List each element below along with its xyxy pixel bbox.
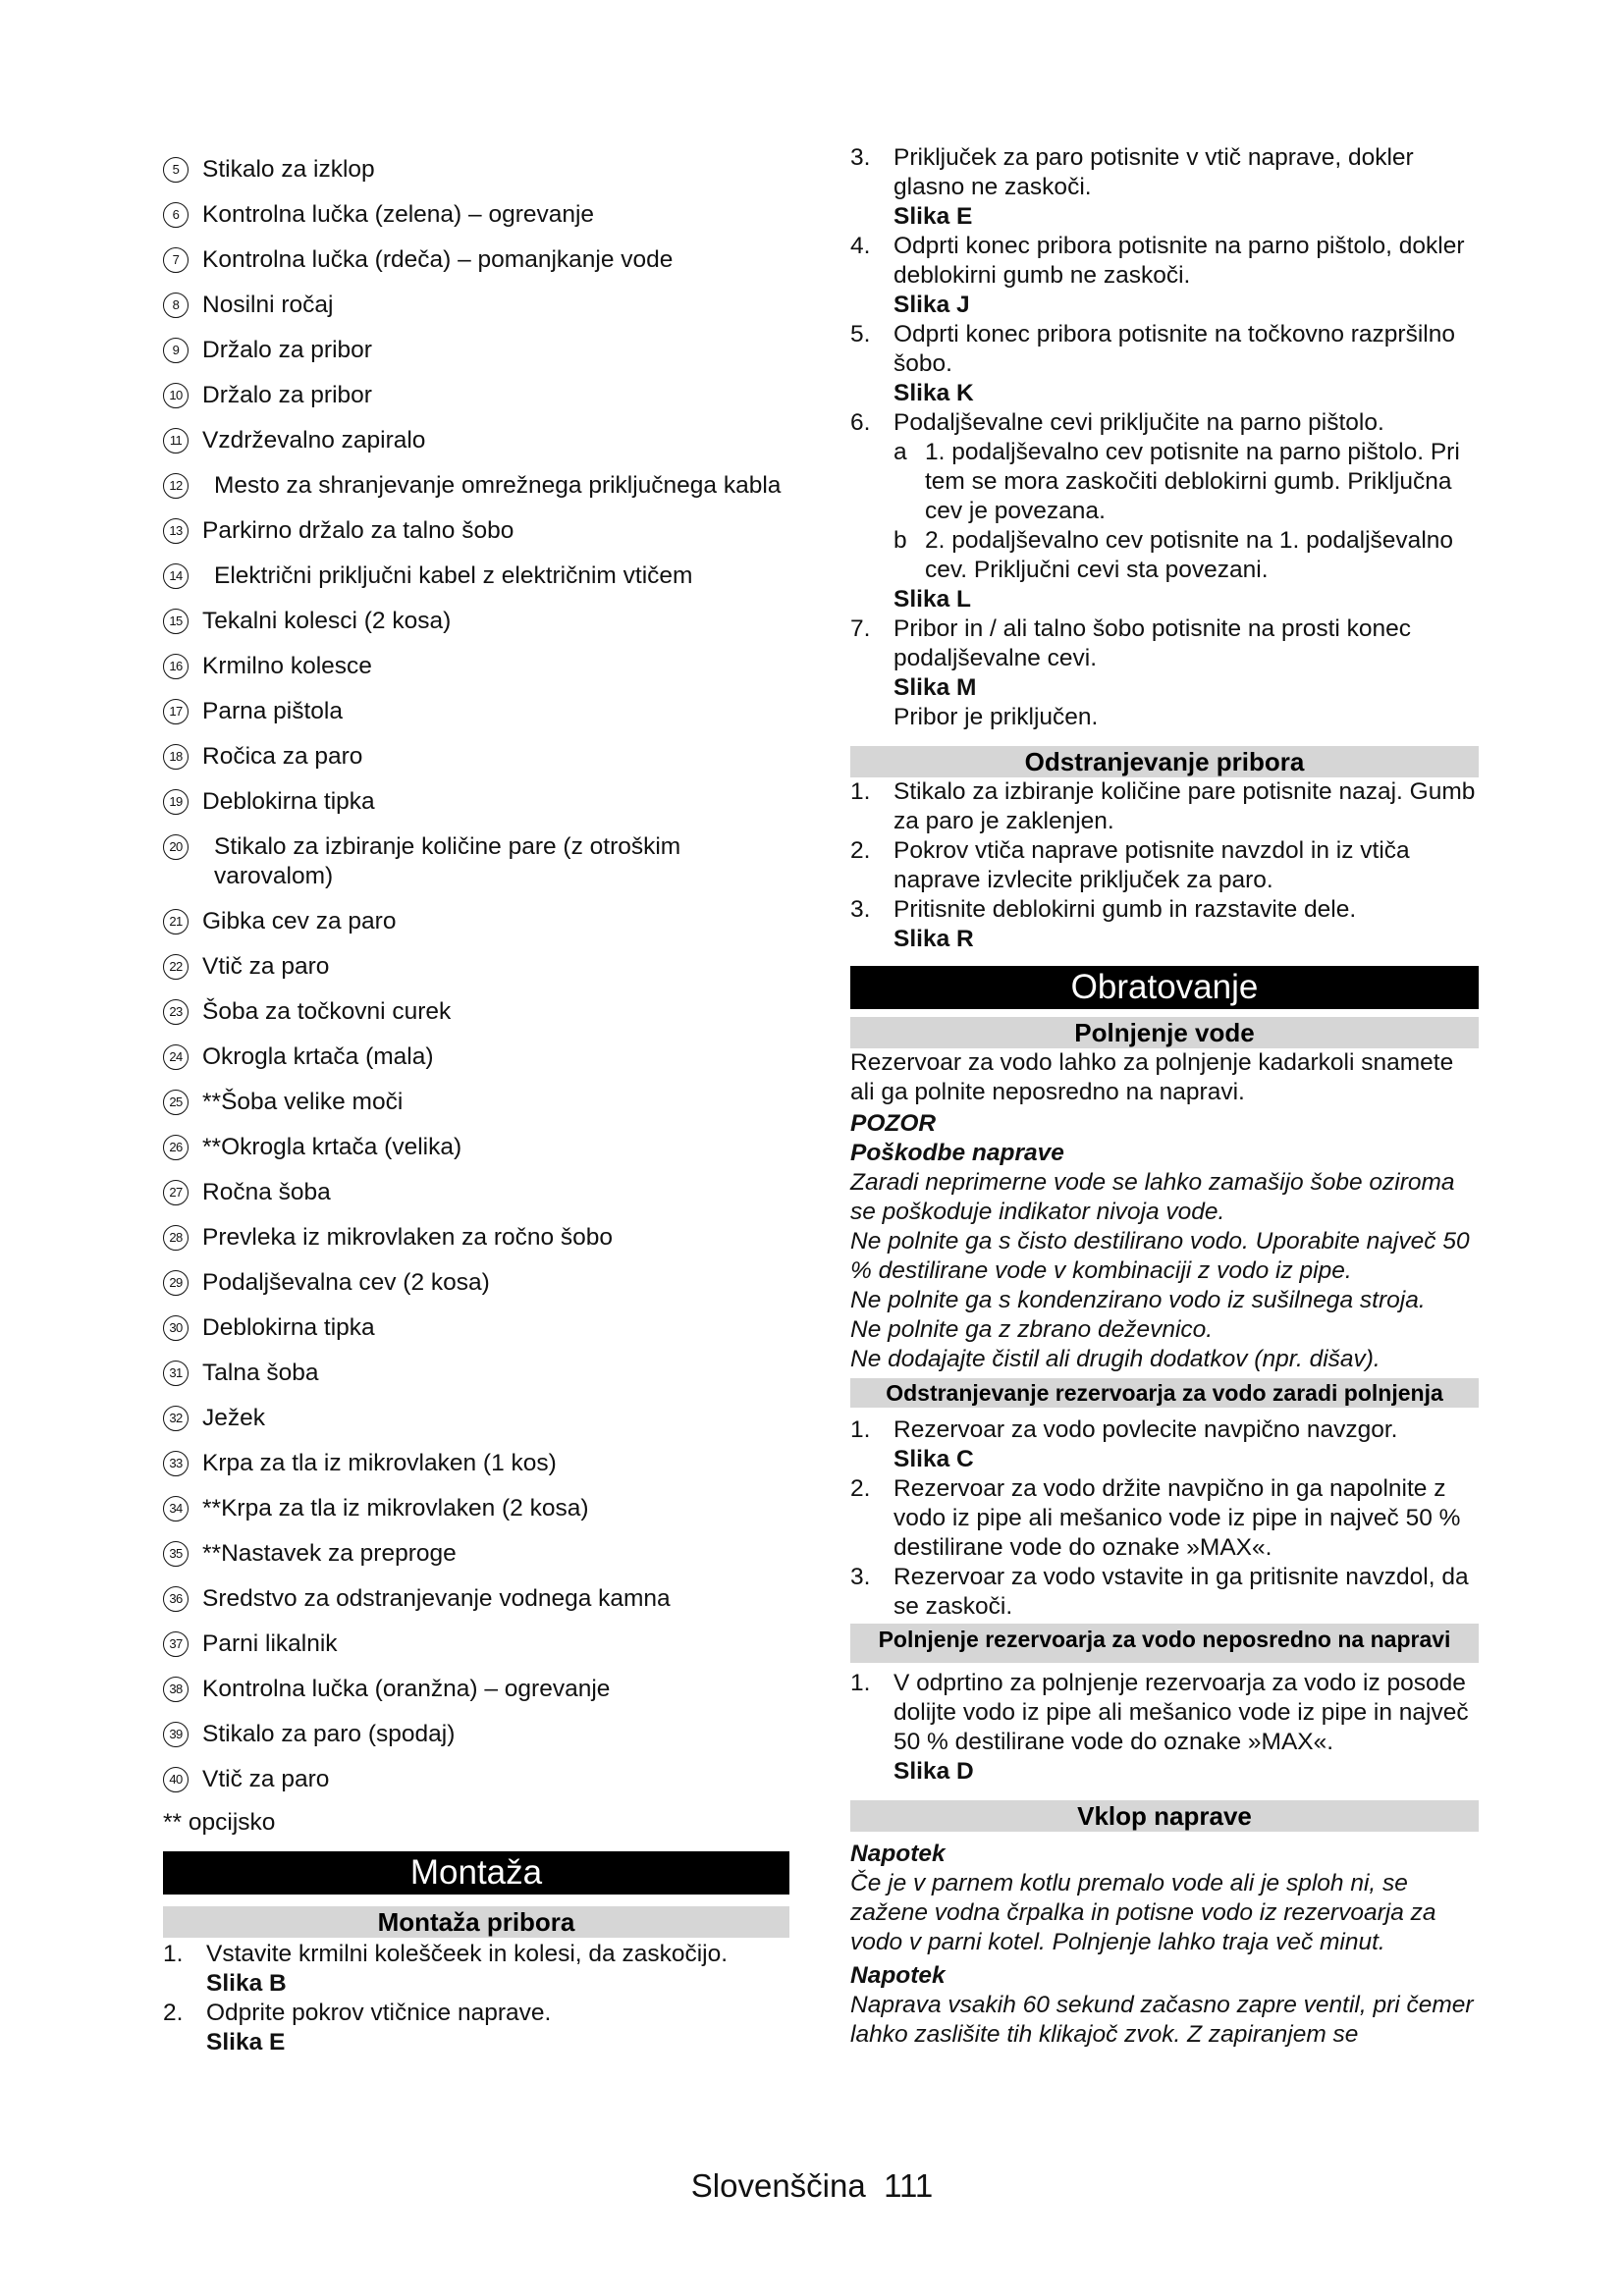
part-item [163, 426, 789, 455]
montaza-step-3 [850, 143, 1479, 232]
figure-ref: Slika C [893, 1446, 974, 1472]
part-label: Nosilni ročaj [202, 292, 334, 318]
part-item [163, 1133, 789, 1162]
part-item [163, 952, 789, 982]
part-label: Tekalni kolesci (2 kosa) [202, 608, 452, 634]
step-text: 1. podaljševalno cev potisnite na parno pištolo. Pri tem se mora zaskočiti deblokirni gumb. Priključna cev je povezana. [925, 439, 1460, 524]
part-label: Električni priključni kabel z električnim vtičem [214, 562, 693, 589]
part-item [163, 1539, 789, 1569]
note-label: Napotek [850, 1841, 946, 1867]
note-text: Če je v parnem kotlu premalo vode ali je sploh ni, se zažene vodna črpalka in potisne vodo iz rezervoarja za vodo v parni kotel. Polnjenje lahko traja več minut. [850, 1870, 1436, 1955]
part-label: Deblokirna tipka [202, 788, 375, 815]
neposredno-step-1 [850, 1669, 1479, 1787]
part-number-badge: 21 [163, 909, 189, 934]
montaza-step-4 [850, 232, 1479, 320]
part-item [163, 832, 789, 891]
part-number-badge: 8 [163, 293, 189, 318]
part-label: Kontrolna lučka (oranžna) – ogrevanje [202, 1676, 611, 1702]
part-item [163, 1720, 789, 1749]
part-number-badge: 33 [163, 1451, 189, 1476]
warning-line: Ne polnite ga s kondenzirano vodo iz sušilnega stroja. [850, 1287, 1426, 1313]
figure-ref: Slika J [893, 292, 970, 318]
rezervoar-step-2 [850, 1474, 1479, 1563]
part-label: Gibka cev za paro [202, 908, 397, 934]
step-text: Odprite pokrov vtičnice naprave. [206, 2000, 552, 2026]
montaza-step-6a [850, 438, 1479, 526]
part-number-badge: 15 [163, 609, 189, 634]
step-text: Odprti konec pribora potisnite na parno pištolo, dokler deblokirni gumb ne zaskoči. [893, 233, 1465, 289]
part-item [163, 471, 789, 501]
warning-label: POZOR [850, 1110, 937, 1137]
part-label: Kontrolna lučka (rdeča) – pomanjkanje vode [202, 246, 674, 273]
page-number: 111 [884, 2167, 934, 2204]
part-label: Parna pištola [202, 698, 344, 724]
part-item [163, 1675, 789, 1704]
step-number: 1. [850, 1670, 871, 1696]
step-number: 4. [850, 233, 871, 259]
part-number-badge: 39 [163, 1722, 189, 1747]
sub-step-letter: b [893, 527, 907, 554]
part-number-badge: 23 [163, 999, 189, 1025]
warning-line: Ne polnite ga z zbrano deževnico. [850, 1316, 1214, 1343]
part-number-badge: 25 [163, 1090, 189, 1115]
part-item [163, 561, 789, 591]
note-label: Napotek [850, 1962, 946, 1989]
warning-title: Poškodbe naprave [850, 1140, 1064, 1166]
part-item [163, 652, 789, 681]
step-text: Vstavite krmilni koleščeek in kolesi, da zaskočijo. [206, 1941, 729, 1967]
step-number: 1. [163, 1941, 184, 1967]
polnjenje-intro: Rezervoar za vodo lahko za polnjenje kadarkoli snamete ali ga polnite neposredno na napravi. [850, 1049, 1454, 1105]
part-item [163, 787, 789, 817]
step-result: Pribor je priključen. [893, 704, 1099, 730]
part-label: Deblokirna tipka [202, 1314, 375, 1341]
part-label: Krpa za tla iz mikrovlaken (1 kos) [202, 1450, 557, 1476]
right-column [850, 143, 1479, 2050]
part-label: Stikalo za izklop [202, 156, 375, 183]
figure-ref: Slika L [893, 586, 971, 613]
part-label: **Nastavek za preproge [202, 1540, 457, 1567]
part-label: Mesto za shranjevanje omrežnega priključnega kabla [214, 472, 782, 499]
step-text: V odprtino za polnjenje rezervoarja za vodo iz posode dolijte vodo iz pipe ali mešanico vode iz pipe in največ 50 % destilirane vode do oznake »MAX«. [893, 1670, 1469, 1755]
subsection-montaza-pribora-title: Montaža pribora [163, 1906, 789, 1938]
part-label: Šoba za točkovni curek [202, 998, 452, 1025]
part-item [163, 1359, 789, 1388]
part-label: Ročica za paro [202, 743, 363, 770]
part-item [163, 381, 789, 410]
part-number-badge: 16 [163, 654, 189, 679]
part-label: Talna šoba [202, 1360, 319, 1386]
part-label: Kontrolna lučka (zelena) – ogrevanje [202, 201, 595, 228]
part-label: Držalo za pribor [202, 382, 372, 408]
subsection-vklop-naprave-title: Vklop naprave [850, 1800, 1479, 1832]
part-label: Parkirno držalo za talno šobo [202, 517, 514, 544]
part-number-badge: 38 [163, 1677, 189, 1702]
part-label: **Okrogla krtača (velika) [202, 1134, 462, 1160]
part-number-badge: 18 [163, 744, 189, 770]
part-number-badge: 17 [163, 699, 189, 724]
note-text: Naprava vsakih 60 sekund začasno zapre ventil, pri čemer lahko zaslišite tih klikajoč zvok. Z zapiranjem se [850, 1992, 1474, 2048]
part-label: Stikalo za paro (spodaj) [202, 1721, 456, 1747]
part-item [163, 155, 789, 185]
part-label: Držalo za pribor [202, 337, 372, 363]
step-text: Pribor in / ali talno šobo potisnite na prosti konec podaljševalne cevi. [893, 615, 1412, 671]
section-montaza-title: Montaža [163, 1851, 789, 1895]
step-text: Odprti konec pribora potisnite na točkovno razpršilno šobo. [893, 321, 1455, 377]
part-item [163, 516, 789, 546]
montaza-step-5 [850, 320, 1479, 408]
part-item [163, 1449, 789, 1478]
part-number-badge: 6 [163, 202, 189, 228]
part-number-badge: 40 [163, 1767, 189, 1792]
parts-list [163, 155, 789, 1794]
part-item [163, 1042, 789, 1072]
sub-step-letter: a [893, 439, 907, 465]
montaza-step-1 [163, 1940, 789, 1999]
step-text: Podaljševalne cevi priključite na parno pištolo. [893, 409, 1384, 436]
left-column [163, 155, 789, 2057]
montaza-step-6b [850, 526, 1479, 585]
part-item [163, 697, 789, 726]
step-text: 2. podaljševalno cev potisnite na 1. podaljševalno cev. Priključni cevi sta povezani. [925, 527, 1454, 583]
part-label: Stikalo za izbiranje količine pare (z otroškim varovalom) [214, 833, 681, 889]
part-number-badge: 9 [163, 338, 189, 363]
warning-line: Ne dodajajte čistil ali drugih dodatkov (npr. dišav). [850, 1346, 1380, 1372]
part-number-badge: 12 [163, 473, 189, 499]
part-number-badge: 7 [163, 247, 189, 273]
step-number: 2. [163, 2000, 184, 2026]
part-number-badge: 24 [163, 1044, 189, 1070]
step-number: 2. [850, 1475, 871, 1502]
warning-line: Zaradi neprimerne vode se lahko zamašijo šobe oziroma se poškoduje indikator nivoja vode. [850, 1169, 1455, 1225]
part-label: Vtič za paro [202, 953, 330, 980]
step-number: 3. [850, 1564, 871, 1590]
part-label: Vzdrževalno zapiralo [202, 427, 426, 454]
part-number-badge: 20 [163, 834, 189, 860]
figure-ref: Slika K [893, 380, 974, 406]
footer-language: Slovenščina [690, 2167, 866, 2204]
step-number: 2. [850, 837, 871, 864]
part-label: Ročna šoba [202, 1179, 331, 1205]
part-item [163, 607, 789, 636]
part-item [163, 200, 789, 230]
part-number-badge: 29 [163, 1270, 189, 1296]
figure-ref: Slika E [893, 203, 973, 230]
step-text: Priključek za paro potisnite v vtič naprave, dokler glasno ne zaskoči. [893, 144, 1414, 200]
step-text: Stikalo za izbiranje količine pare potisnite nazaj. Gumb za paro je zaklenjen. [893, 778, 1476, 834]
odstranjevanje-step-1 [850, 777, 1479, 836]
part-number-badge: 26 [163, 1135, 189, 1160]
figure-ref: Slika R [893, 926, 974, 952]
montaza-step-6 [850, 408, 1479, 438]
subsection-polnjenje-neposredno-title: Polnjenje rezervoarja za vodo neposredno na napravi [850, 1624, 1479, 1663]
step-text: Pokrov vtiča naprave potisnite navzdol in iz vtiča naprave izvlecite priključek za paro. [893, 837, 1410, 893]
step-number: 3. [850, 896, 871, 923]
part-number-badge: 5 [163, 157, 189, 183]
part-number-badge: 34 [163, 1496, 189, 1522]
part-item [163, 1584, 789, 1614]
part-item [163, 1313, 789, 1343]
step-number: 7. [850, 615, 871, 642]
part-number-badge: 31 [163, 1361, 189, 1386]
part-item [163, 1268, 789, 1298]
warning-line: Ne polnite ga s čisto destilirano vodo. Uporabite največ 50 % destilirane vode v kombinaciji z vodo iz pipe. [850, 1228, 1470, 1284]
odstranjevanje-step-3 [850, 895, 1479, 954]
step-text: Rezervoar za vodo držite navpično in ga napolnite z vodo iz pipe ali mešanico vode iz pipe in največ 50 % destilirane vode do oznake »MAX«. [893, 1475, 1461, 1561]
part-label: Prevleka iz mikrovlaken za ročno šobo [202, 1224, 614, 1251]
part-item [163, 1765, 789, 1794]
part-label: Vtič za paro [202, 1766, 330, 1792]
part-item [163, 1404, 789, 1433]
part-label: Podaljševalna cev (2 kosa) [202, 1269, 490, 1296]
part-item [163, 1088, 789, 1117]
part-item [163, 245, 789, 275]
step-number: 1. [850, 1416, 871, 1443]
optional-note: ** opcijsko [163, 1809, 276, 1836]
part-number-badge: 19 [163, 789, 189, 815]
part-number-badge: 37 [163, 1631, 189, 1657]
part-item [163, 742, 789, 772]
part-number-badge: 10 [163, 383, 189, 408]
part-number-badge: 14 [163, 563, 189, 589]
subsection-odstranjevanje-pribora-title: Odstranjevanje pribora [850, 746, 1479, 777]
step-number: 3. [850, 144, 871, 171]
part-label: Krmilno kolesce [202, 653, 372, 679]
figure-ref: Slika B [206, 1970, 287, 1997]
part-number-badge: 28 [163, 1225, 189, 1251]
part-number-badge: 35 [163, 1541, 189, 1567]
rezervoar-step-1 [850, 1415, 1479, 1474]
part-number-badge: 27 [163, 1180, 189, 1205]
part-number-badge: 36 [163, 1586, 189, 1612]
part-number-badge: 13 [163, 518, 189, 544]
part-label: Sredstvo za odstranjevanje vodnega kamna [202, 1585, 671, 1612]
part-label: Ježek [202, 1405, 266, 1431]
page-footer [0, 2167, 1624, 2205]
part-label: Parni likalnik [202, 1630, 338, 1657]
step-text: Rezervoar za vodo vstavite in ga pritisnite navzdol, da se zaskoči. [893, 1564, 1469, 1620]
part-label: **Krpa za tla iz mikrovlaken (2 kosa) [202, 1495, 589, 1522]
part-item [163, 907, 789, 936]
step-number: 5. [850, 321, 871, 347]
figure-ref: Slika E [206, 2029, 286, 2056]
montaza-step-7 [850, 614, 1479, 732]
step-number: 6. [850, 409, 871, 436]
step-number: 1. [850, 778, 871, 805]
part-item [163, 1494, 789, 1523]
odstranjevanje-step-2 [850, 836, 1479, 895]
part-item [163, 1178, 789, 1207]
part-number-badge: 32 [163, 1406, 189, 1431]
montaza-step-2 [163, 1999, 789, 2057]
subsection-polnjenje-vode-title: Polnjenje vode [850, 1017, 1479, 1048]
figure-ref: Slika M [893, 674, 977, 701]
section-obratovanje-title: Obratovanje [850, 966, 1479, 1009]
part-label: **Šoba velike moči [202, 1089, 404, 1115]
part-number-badge: 22 [163, 954, 189, 980]
step-text: Rezervoar za vodo povlecite navpično navzgor. [893, 1416, 1398, 1443]
part-item [163, 291, 789, 320]
part-number-badge: 30 [163, 1315, 189, 1341]
part-item [163, 336, 789, 365]
part-item [163, 1223, 789, 1253]
part-item [163, 997, 789, 1027]
part-number-badge: 11 [163, 428, 189, 454]
figure-ref: Slika D [893, 1758, 974, 1785]
part-item [163, 1629, 789, 1659]
step-text: Pritisnite deblokirni gumb in razstavite dele. [893, 896, 1357, 923]
subsection-odstranjevanje-rezervoarja-title: Odstranjevanje rezervoarja za vodo zaradi polnjenja [850, 1378, 1479, 1408]
part-label: Okrogla krtača (mala) [202, 1043, 434, 1070]
rezervoar-step-3 [850, 1563, 1479, 1622]
